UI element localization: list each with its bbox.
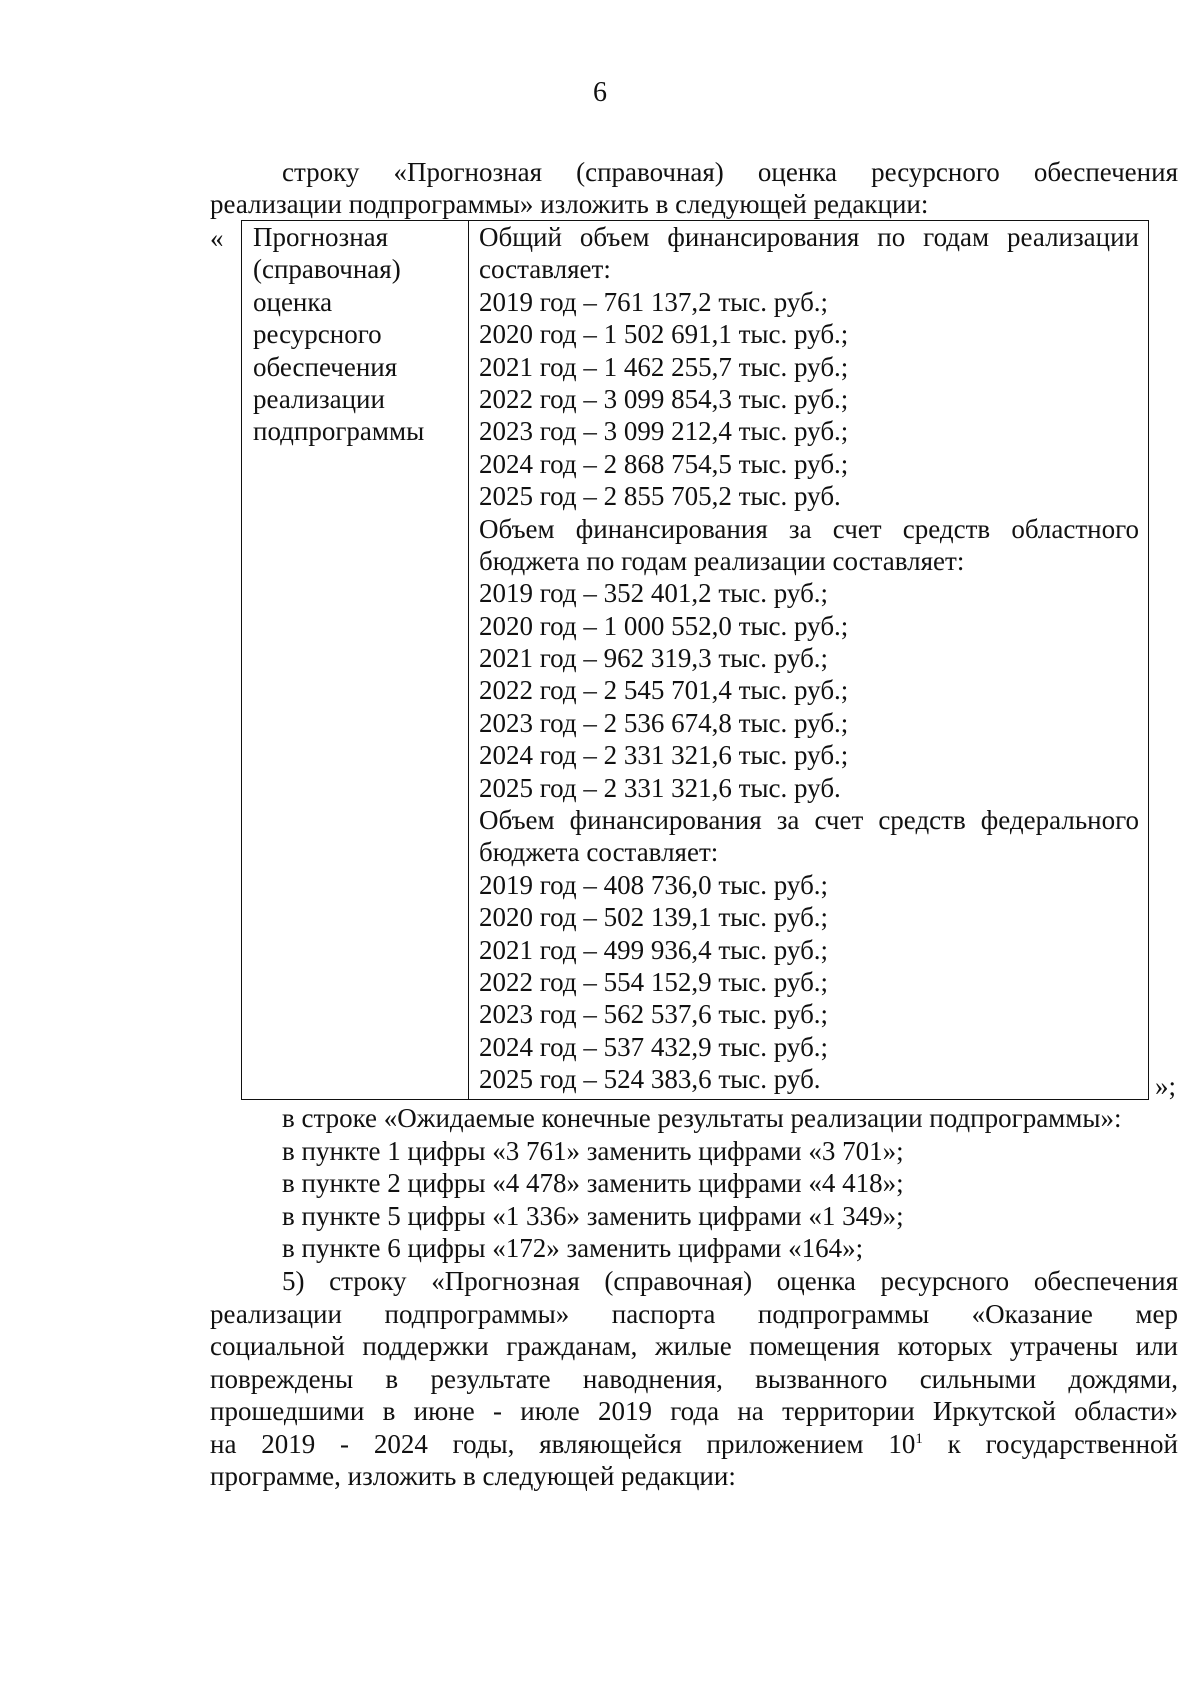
federal-heading-line: бюджета составляет: xyxy=(479,837,719,868)
row-label-line: реализации xyxy=(253,383,385,414)
regional-year-line: 2022 год – 2 545 701,4 тыс. руб.; xyxy=(479,675,849,706)
section-5-line-6 xyxy=(210,1428,1178,1461)
total-year-line: 2024 год – 2 868 754,5 тыс. руб.; xyxy=(479,448,849,479)
table-column-divider xyxy=(468,221,469,1099)
row-label-line: (справочная) xyxy=(253,254,401,285)
section-5-line: программе, изложить в следующей редакции: xyxy=(210,1461,736,1491)
federal-year-line: 2022 год – 554 152,9 тыс. руб.; xyxy=(479,966,829,997)
page-number: 6 xyxy=(593,77,607,108)
total-heading-line: составляет: xyxy=(479,254,611,285)
total-year-line: 2020 год – 1 502 691,1 тыс. руб.; xyxy=(479,319,849,350)
regional-year-line: 2024 год – 2 331 321,6 тыс. руб.; xyxy=(479,740,849,771)
regional-year-line: 2020 год – 1 000 552,0 тыс. руб.; xyxy=(479,610,849,641)
opening-quote: « xyxy=(210,223,224,253)
regional-year-line: 2025 год – 2 331 321,6 тыс. руб. xyxy=(479,772,841,803)
amendment-item: в пункте 5 цифры «1 336» заменить цифрами «1 349»; xyxy=(282,1200,904,1231)
amendment-item: в пункте 2 цифры «4 478» заменить цифрами «4 418»; xyxy=(282,1168,904,1198)
amendment-items xyxy=(282,1102,1182,1265)
regional-heading-line: Объем финансирования за счет средств областного xyxy=(479,513,1139,544)
total-year-line: 2022 год – 3 099 854,3 тыс. руб.; xyxy=(479,383,849,414)
resource-table xyxy=(241,220,1149,1100)
federal-year-line: 2023 год – 562 537,6 тыс. руб.; xyxy=(479,999,829,1030)
intro-line-1: строку «Прогнозная (справочная) оценка ресурсного обеспечения xyxy=(282,157,1178,187)
regional-year-line: 2019 год – 352 401,2 тыс. руб.; xyxy=(479,578,829,609)
row-label-line: обеспечения xyxy=(253,351,398,382)
section-5-line: реализации подпрограммы» паспорта подпрограммы «Оказание мер xyxy=(210,1298,1178,1329)
amendment-item: в пункте 6 цифры «172» заменить цифрами «164»; xyxy=(282,1233,864,1263)
section-5-line-6-text: на 2019 - 2024 годы, являющейся приложением 10 xyxy=(210,1428,916,1459)
superscript-index: 1 xyxy=(915,1430,923,1447)
section-5-line: прошедшими в июне - июле 2019 года на территории Иркутской области» xyxy=(210,1396,1178,1426)
total-heading-line: Общий объем финансирования по годам реализации xyxy=(479,222,1139,252)
row-label-line: оценка xyxy=(253,286,333,317)
section-5-paragraph xyxy=(210,1265,1178,1493)
regional-year-line: 2023 год – 2 536 674,8 тыс. руб.; xyxy=(479,707,849,738)
total-year-line: 2025 год – 2 855 705,2 тыс. руб. xyxy=(479,481,841,512)
federal-year-line: 2024 год – 537 432,9 тыс. руб.; xyxy=(479,1031,829,1062)
regional-heading-line: бюджета по годам реализации составляет: xyxy=(479,545,965,576)
total-year-line: 2023 год – 3 099 212,4 тыс. руб.; xyxy=(479,416,849,447)
total-year-line: 2019 год – 761 137,2 тыс. руб.; xyxy=(479,286,829,317)
closing-quote: »; xyxy=(1155,1071,1177,1101)
table-value-cell xyxy=(479,221,1139,1096)
total-year-line: 2021 год – 1 462 255,7 тыс. руб.; xyxy=(479,351,849,382)
row-label-line: ресурсного xyxy=(253,319,382,350)
federal-year-line: 2025 год – 524 383,6 тыс. руб. xyxy=(479,1064,821,1095)
section-5-line: социальной поддержки гражданам, жилые помещения которых утрачены или xyxy=(210,1331,1178,1361)
federal-year-line: 2021 год – 499 936,4 тыс. руб.; xyxy=(479,934,829,965)
section-5-line: повреждены в результате наводнения, вызванного сильными дождями, xyxy=(210,1363,1178,1394)
section-5-line: 5) строку «Прогнозная (справочная) оценка ресурсного обеспечения xyxy=(282,1266,1178,1296)
row-label-line: Прогнозная xyxy=(253,222,389,252)
intro-line-2: реализации подпрограммы» изложить в следующей редакции: xyxy=(210,189,929,219)
federal-year-line: 2019 год – 408 736,0 тыс. руб.; xyxy=(479,869,829,900)
table-row-label-cell xyxy=(253,221,459,448)
intro-paragraph xyxy=(210,156,1178,220)
federal-year-line: 2020 год – 502 139,1 тыс. руб.; xyxy=(479,902,829,933)
federal-heading-line: Объем финансирования за счет средств федерального xyxy=(479,805,1139,836)
amendment-item: в строке «Ожидаемые конечные результаты реализации подпрограммы»: xyxy=(282,1103,1122,1133)
row-label-line: подпрограммы xyxy=(253,416,425,447)
amendment-item: в пункте 1 цифры «3 761» заменить цифрами «3 701»; xyxy=(282,1135,904,1166)
section-5-line-6-tail: к государственной xyxy=(922,1428,1178,1459)
regional-year-line: 2021 год – 962 319,3 тыс. руб.; xyxy=(479,643,829,674)
